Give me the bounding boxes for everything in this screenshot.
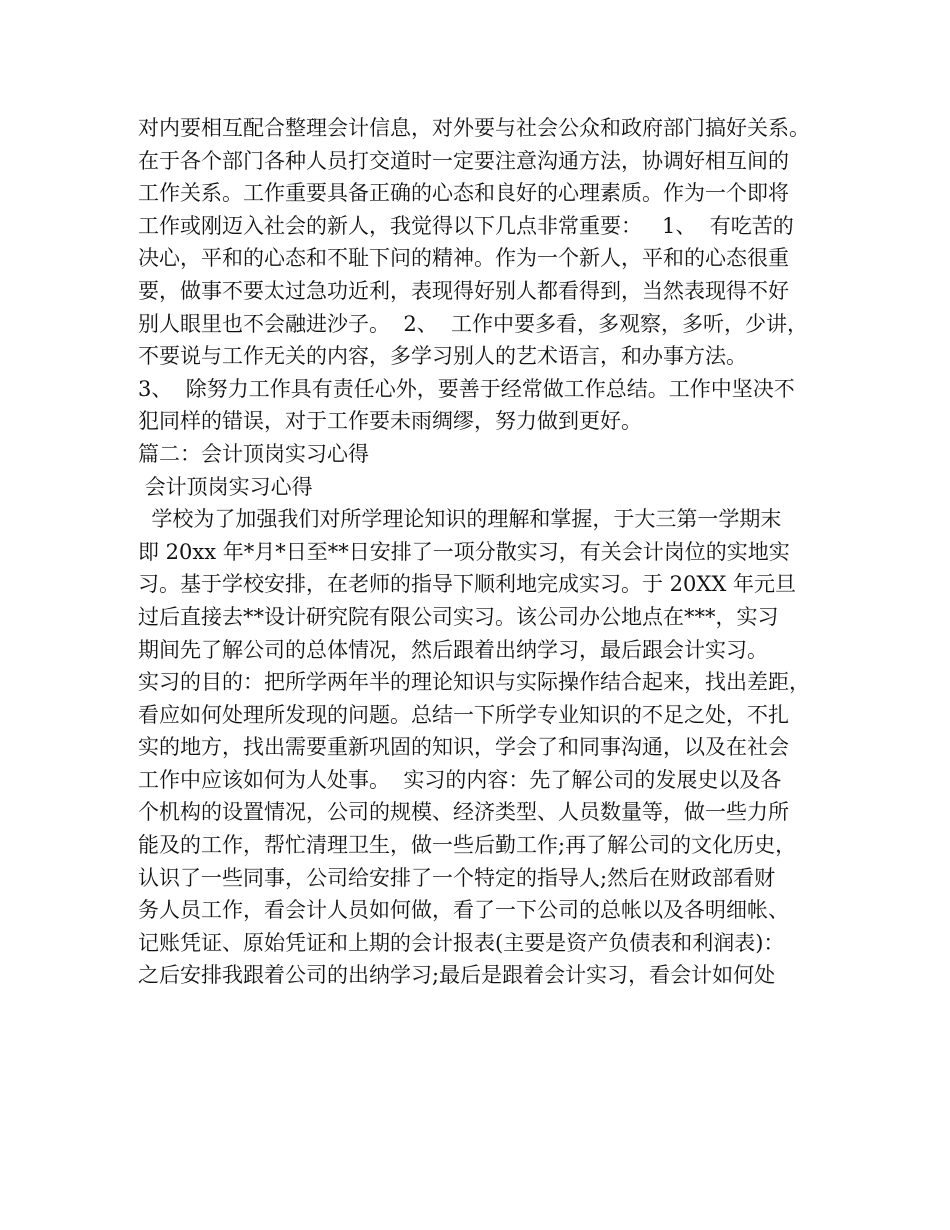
text-line: 过后直接去**设计研究院有限公司实习。该公司办公地点在***，实习 [138, 604, 779, 629]
text-line: 实习的目的：把所学两年半的理论知识与实际操作结合起来，找出差距， [138, 670, 810, 695]
text-line: 务人员工作，看会计人员如何做，看了一下公司的总帐以及各明细帐、 [138, 898, 789, 923]
text-line: 个机构的设置情况，公司的规模、经济类型、人员数量等，做一些力所 [138, 800, 789, 825]
text-line: 认识了一些同事，公司给安排了一个特定的指导人;然后在财政部看财 [138, 865, 776, 890]
text-line: 即 20xx 年*月*日至**日安排了一项分散实习，有关会计岗位的实地实 [138, 539, 790, 564]
text-line: 习。基于学校安排，在老师的指导下顺利地完成实习。于 20XX 年元旦 [138, 572, 796, 597]
document-body [138, 112, 818, 992]
text-line: 学校为了加强我们对所学理论知识的理解和掌握，于大三第一学期末 [138, 507, 782, 532]
text-line: 要，做事不要太过急功近利，表现得好别人都看得到，当然表现得不好 [138, 278, 789, 303]
text-line: 在于各个部门各种人员打交道时一定要注意沟通方法，协调好相互间的 [138, 148, 789, 173]
text-line: 工作或刚迈入社会的新人，我觉得以下几点非常重要： 1、 有吃苦的 [138, 213, 794, 238]
text-line: 之后安排我跟着公司的出纳学习;最后是跟着会计实习，看会计如何处 [138, 963, 776, 988]
text-line: 工作关系。工作重要具备正确的心态和良好的心理素质。作为一个即将 [138, 181, 789, 206]
text-line: 不要说与工作无关的内容，多学习别人的艺术语言，和办事方法。 [138, 344, 747, 369]
text-line: 工作中应该如何为人处事。 实习的内容：先了解公司的发展史以及各 [138, 767, 782, 792]
text-line: 看应如何处理所发现的问题。总结一下所学专业知识的不足之处，不扎 [138, 702, 789, 727]
text-line: 3、 除努力工作具有责任心外，要善于经常做工作总结。工作中坚决不 [138, 376, 795, 401]
text-line: 别人眼里也不会融进沙子。 2、 工作中要多看，多观察，多听，少讲， [138, 311, 809, 336]
text-line: 犯同样的错误，对于工作要未雨绸缪，努力做到更好。 [138, 409, 642, 434]
article-title: 会计顶岗实习心得 [138, 474, 313, 499]
text-line: 期间先了解公司的总体情况，然后跟着出纳学习，最后跟会计实习。 [138, 637, 768, 662]
text-line: 记账凭证、原始凭证和上期的会计报表(主要是资产负债表和利润表)： [138, 930, 785, 955]
text-line: 能及的工作，帮忙清理卫生，做一些后勤工作;再了解公司的文化历史， [138, 833, 797, 858]
text-line: 实的地方，找出需要重新巩固的知识，学会了和同事沟通，以及在社会 [138, 735, 789, 760]
section-heading: 篇二：会计顶岗实习心得 [138, 441, 369, 466]
text-line: 对内要相互配合整理会计信息，对外要与社会公众和政府部门搞好关系。 [138, 116, 810, 140]
text-line: 决心，平和的心态和不耻下问的精神。作为一个新人，平和的心态很重 [138, 246, 789, 271]
